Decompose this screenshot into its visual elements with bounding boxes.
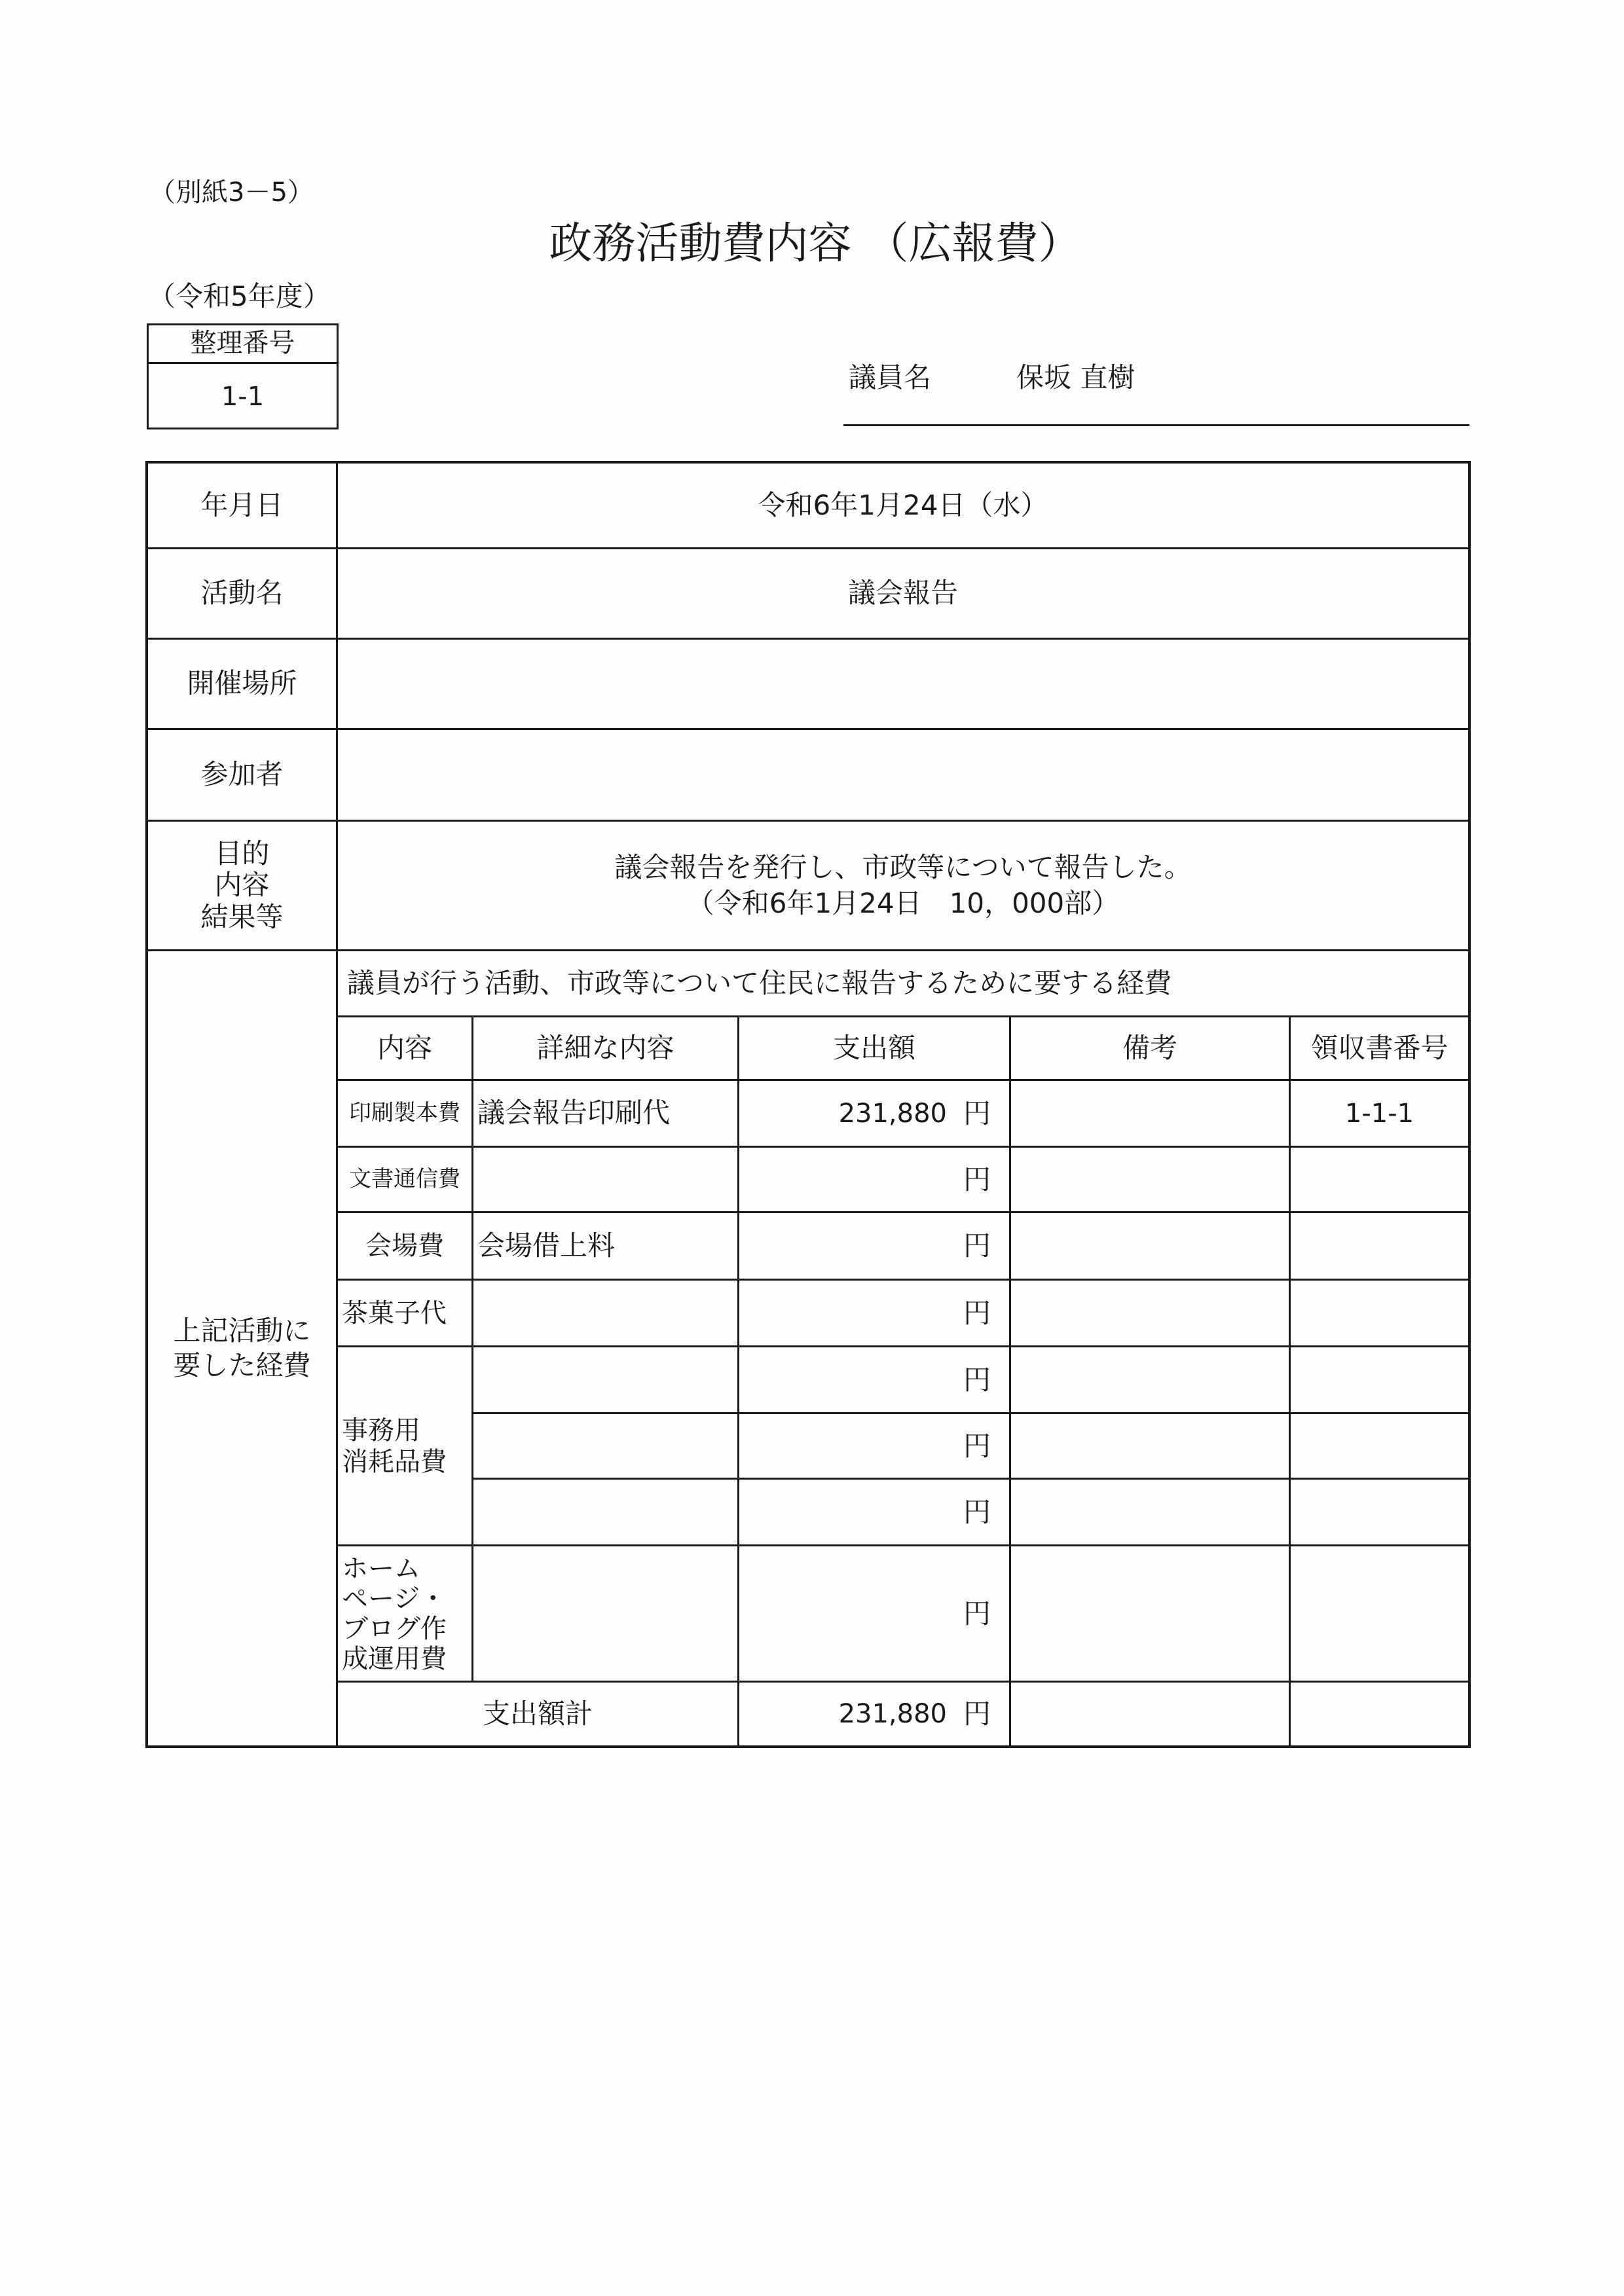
activity-name-value: 議会報告 bbox=[847, 577, 958, 610]
purpose-label: 目的 内容 結果等 bbox=[200, 837, 284, 933]
yen-label: 円 bbox=[963, 1097, 991, 1129]
venue-value bbox=[338, 640, 1468, 728]
column-header-category: 内容 bbox=[377, 1031, 432, 1064]
yen-label: 円 bbox=[963, 1229, 991, 1262]
member-name: 保坂 直樹 bbox=[1016, 361, 1135, 393]
page-title: 政務活動費内容 （広報費） bbox=[549, 218, 1082, 268]
expense-category-communication: 文書通信費 bbox=[349, 1166, 460, 1193]
total-amount-value: 231,880 bbox=[838, 1699, 947, 1729]
expense-category-website: ホーム ページ・ ブログ作 成運用費 bbox=[342, 1553, 447, 1674]
expense-amount-refreshments bbox=[739, 1281, 1009, 1345]
column-header-receipt: 領収書番号 bbox=[1310, 1031, 1449, 1064]
reference-number-value: 1-1 bbox=[221, 382, 265, 412]
expense-detail-venue: 会場借上料 bbox=[477, 1229, 616, 1262]
expense-detail-communication bbox=[473, 1148, 737, 1211]
expense-amount-communication bbox=[739, 1148, 1009, 1211]
expense-amount-printing bbox=[739, 1081, 1009, 1146]
column-header-amount: 支出額 bbox=[832, 1031, 915, 1064]
expense-note-printing bbox=[1011, 1081, 1289, 1146]
total-amount bbox=[739, 1683, 1009, 1745]
column-header-detail: 詳細な内容 bbox=[536, 1031, 674, 1064]
yen-label: 円 bbox=[963, 1429, 991, 1462]
yen-label: 円 bbox=[963, 1597, 991, 1630]
attachment-label: （別紙3－5） bbox=[149, 177, 314, 208]
expense-category-office-supplies: 事務用 消耗品費 bbox=[342, 1415, 447, 1477]
expense-amount-office-supplies-3 bbox=[739, 1480, 1009, 1544]
reference-number-label: 整理番号 bbox=[190, 328, 295, 358]
yen-label: 円 bbox=[963, 1163, 991, 1195]
expense-description: 議員が行う活動、市政等について住民に報告するために要する経費 bbox=[347, 966, 1172, 999]
participants-value bbox=[338, 730, 1468, 820]
column-header-note: 備考 bbox=[1122, 1031, 1177, 1064]
expense-amount-venue bbox=[739, 1213, 1009, 1279]
total-label: 支出額計 bbox=[482, 1697, 593, 1730]
yen-label: 円 bbox=[963, 1296, 991, 1329]
expense-section-label: 上記活動に 要した経費 bbox=[173, 1315, 311, 1381]
fiscal-year: （令和5年度） bbox=[148, 280, 331, 312]
expense-detail-printing: 議会報告印刷代 bbox=[477, 1097, 671, 1129]
expense-category-venue: 会場費 bbox=[365, 1231, 444, 1261]
purpose-value: 議会報告を発行し、市政等について報告した。 （令和6年1月24日 10，000部） bbox=[614, 850, 1192, 919]
member-name-underline bbox=[843, 424, 1469, 426]
venue-label: 開催場所 bbox=[187, 667, 297, 700]
date-label: 年月日 bbox=[200, 488, 284, 521]
expense-category-refreshments: 茶菓子代 bbox=[342, 1298, 447, 1328]
yen-label: 円 bbox=[963, 1363, 991, 1396]
date-value: 令和6年1月24日（水） bbox=[758, 488, 1048, 521]
expense-amount-office-supplies-1 bbox=[739, 1347, 1009, 1412]
expense-detail-refreshments bbox=[473, 1281, 737, 1345]
expense-category-printing: 印刷製本費 bbox=[349, 1100, 460, 1127]
yen-label: 円 bbox=[963, 1495, 991, 1528]
expense-amount-website bbox=[739, 1546, 1009, 1681]
yen-label: 円 bbox=[963, 1697, 991, 1730]
expense-receipt-printing: 1-1-1 bbox=[1344, 1098, 1414, 1129]
member-name-label: 議員名 bbox=[849, 361, 932, 393]
expense-amount-printing-value: 231,880 bbox=[838, 1098, 947, 1129]
activity-name-label: 活動名 bbox=[200, 577, 284, 610]
participants-label: 参加者 bbox=[200, 758, 284, 791]
expense-amount-office-supplies-2 bbox=[739, 1414, 1009, 1478]
